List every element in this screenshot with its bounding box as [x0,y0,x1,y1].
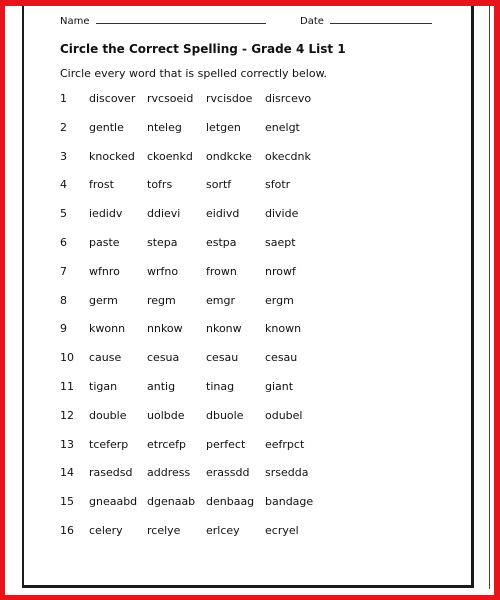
word-option: ondkcke [206,149,252,163]
word-option: ecryel [265,523,299,537]
word-option: nteleg [147,120,182,134]
date-label: Date [300,16,324,27]
word-option: knocked [89,149,135,163]
word-option: known [265,322,302,336]
word-option: rvcisdoe [206,92,253,105]
row-number: 8 [60,293,67,307]
row-number: 5 [60,207,67,221]
word-option: rcelye [147,523,181,537]
word-option: ckoenkd [147,149,193,163]
word-option: disrcevo [265,92,312,105]
word-option: sfotr [265,178,291,192]
word-option: paste [89,235,120,249]
word-option: rasedsd [89,466,133,480]
word-option: denbaag [206,495,255,509]
row-number: 4 [60,178,67,192]
word-option: srsedda [265,466,309,480]
word-option: kwonn [89,322,126,336]
word-option: antig [147,379,176,393]
word-option: nnkow [147,322,183,336]
word-option: tofrs [147,178,173,192]
word-option: frost [89,178,114,192]
row-number: 7 [60,264,67,278]
word-option: tinag [206,379,235,393]
row-number: 2 [60,120,67,134]
word-option: enelgt [265,120,300,134]
word-option: bandage [265,495,314,509]
word-option: ddievi [147,207,181,221]
row-number: 15 [60,495,74,509]
word-option: wfnro [89,264,120,278]
word-option: giant [265,379,294,393]
word-option: okecdnk [265,149,311,163]
row-number: 14 [60,466,74,480]
word-option: germ [89,293,118,307]
word-option: letgen [206,120,241,134]
row-number: 13 [60,437,74,451]
word-option: rvcsoeid [147,92,194,105]
word-option: erassdd [206,466,250,480]
word-option: eidivd [206,207,240,221]
word-option: saept [265,235,296,249]
row-number: 1 [60,92,67,105]
word-option: nkonw [206,322,242,336]
word-option: frown [206,264,237,278]
word-option: erlcey [206,523,240,537]
worksheet-instructions: Circle every word that is spelled correctly below. [60,67,328,80]
word-option: iedidv [89,207,123,221]
name-label: Name [60,16,90,27]
word-option: eefrpct [265,437,305,451]
right-edge-line [489,6,490,589]
word-option: double [89,408,127,422]
word-option: tigan [89,379,118,393]
word-option: tceferp [89,437,129,451]
word-option: nrowf [265,264,296,278]
word-option: celery [89,523,123,537]
word-option: discover [89,92,136,105]
row-number: 10 [60,351,74,365]
row-number: 16 [60,523,74,537]
name-blank [96,14,266,24]
word-option: etrcefp [147,437,187,451]
word-option: estpa [206,235,237,249]
word-option: uolbde [147,408,185,422]
word-option: wrfno [147,264,179,278]
word-option: cesau [265,351,298,365]
word-option: address [147,466,191,480]
word-option: stepa [147,235,178,249]
word-option: cause [89,351,122,365]
word-option: dgenaab [147,495,196,509]
word-option: dbuole [206,408,244,422]
word-option: odubel [265,408,303,422]
date-field [300,14,432,27]
date-blank [330,14,432,24]
word-option: ergm [265,293,294,307]
word-option: emgr [206,293,235,307]
word-option: regm [147,293,176,307]
name-field [60,14,266,27]
word-option: sortf [206,178,232,192]
word-option: perfect [206,437,246,451]
word-option: cesau [206,351,239,365]
word-option: gneaabd [89,495,138,509]
row-number: 6 [60,235,67,249]
row-number: 11 [60,379,74,393]
row-number: 3 [60,149,67,163]
worksheet-title: Circle the Correct Spelling - Grade 4 List 1 [60,42,346,56]
row-number: 12 [60,408,74,422]
word-option: cesua [147,351,180,365]
word-option: divide [265,207,299,221]
word-option: gentle [89,120,124,134]
row-number: 9 [60,322,67,336]
